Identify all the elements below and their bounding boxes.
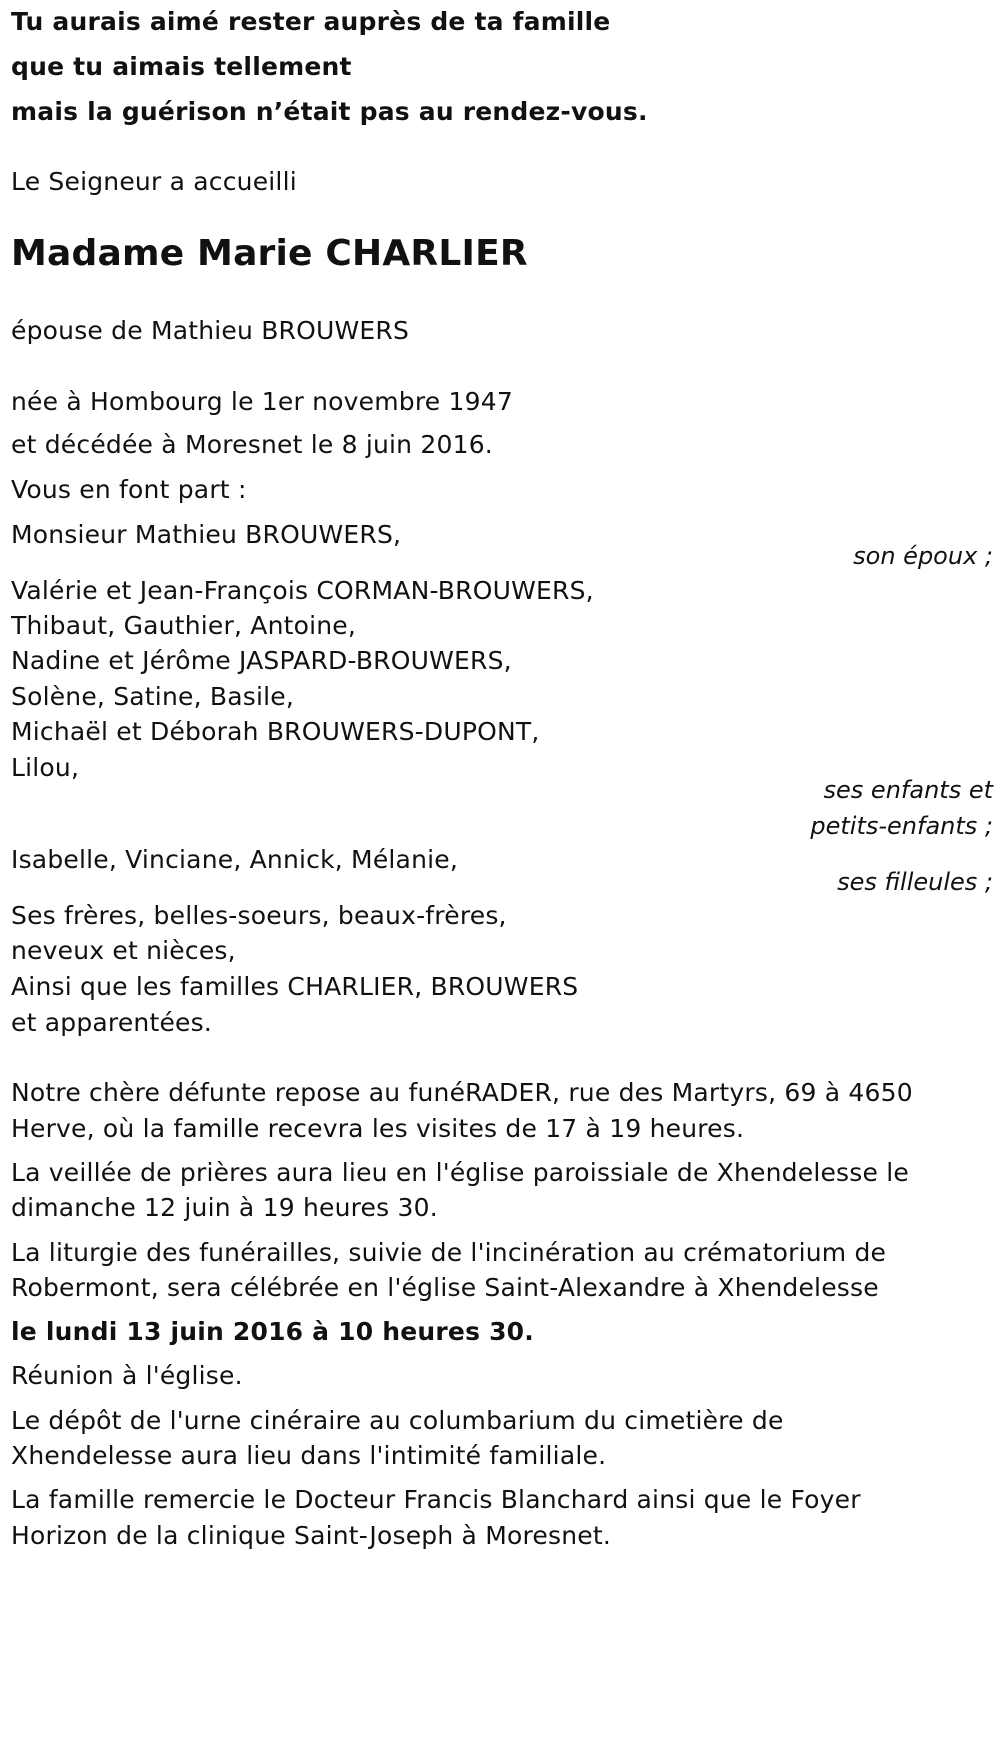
poem-line-2: que tu aimais tellement <box>11 52 352 81</box>
thanks-line-1: La famille remercie le Docteur Francis Blanchard ainsi que le Foyer <box>11 1485 861 1514</box>
others-line-3: Ainsi que les familles CHARLIER, BROUWERS <box>11 972 579 1001</box>
children-line-6: Lilou, <box>11 753 80 782</box>
poem-line-1: Tu aurais aimé rester auprès de ta famille <box>11 7 611 36</box>
goddaughters-line: Isabelle, Vinciane, Annick, Mélanie, <box>11 845 458 874</box>
spouse-role: son époux ; <box>853 542 993 570</box>
spouse-line: épouse de Mathieu BROUWERS <box>11 316 410 345</box>
urn-line-1: Le dépôt de l'urne cinéraire au columbarium du cimetière de <box>11 1406 784 1435</box>
thanks-line-2: Horizon de la clinique Saint-Joseph à Moresnet. <box>11 1521 611 1550</box>
birth-line: née à Hombourg le 1er novembre 1947 <box>11 387 513 416</box>
goddaughters-role: ses filleules ; <box>837 868 993 896</box>
liturgy-date: le lundi 13 juin 2016 à 10 heures 30. <box>11 1317 534 1346</box>
rest-line-2: Herve, où la famille recevra les visites de 17 à 19 heures. <box>11 1114 745 1143</box>
death-line: et décédée à Moresnet le 8 juin 2016. <box>11 430 493 459</box>
announce-line: Vous en font part : <box>11 475 247 504</box>
intro-text: Le Seigneur a accueilli <box>11 167 297 196</box>
children-line-5: Michaël et Déborah BROUWERS-DUPONT, <box>11 717 540 746</box>
children-line-3: Nadine et Jérôme JASPARD-BROUWERS, <box>11 646 512 675</box>
meeting-line: Réunion à l'église. <box>11 1361 243 1390</box>
children-line-4: Solène, Satine, Basile, <box>11 682 294 711</box>
children-role-1: ses enfants et <box>823 776 993 804</box>
others-line-1: Ses frères, belles-soeurs, beaux-frères, <box>11 901 507 930</box>
poem-line-3: mais la guérison n’était pas au rendez-vous. <box>11 97 648 126</box>
others-line-2: neveux et nièces, <box>11 936 236 965</box>
liturgy-line-2: Robermont, sera célébrée en l'église Saint-Alexandre à Xhendelesse <box>11 1273 879 1302</box>
deceased-name: Madame Marie CHARLIER <box>11 233 528 274</box>
children-role-2: petits-enfants ; <box>810 812 993 840</box>
spouse-name: Monsieur Mathieu BROUWERS, <box>11 520 402 549</box>
vigil-line-2: dimanche 12 juin à 19 heures 30. <box>11 1193 438 1222</box>
vigil-line-1: La veillée de prières aura lieu en l'église paroissiale de Xhendelesse le <box>11 1158 909 1187</box>
children-line-1: Valérie et Jean-François CORMAN-BROUWERS, <box>11 576 594 605</box>
children-line-2: Thibaut, Gauthier, Antoine, <box>11 611 357 640</box>
urn-line-2: Xhendelesse aura lieu dans l'intimité familiale. <box>11 1441 607 1470</box>
liturgy-line-1: La liturgie des funérailles, suivie de l'incinération au crématorium de <box>11 1238 887 1267</box>
others-line-4: et apparentées. <box>11 1008 212 1037</box>
rest-line-1: Notre chère défunte repose au funéRADER, rue des Martyrs, 69 à 4650 <box>11 1078 913 1107</box>
